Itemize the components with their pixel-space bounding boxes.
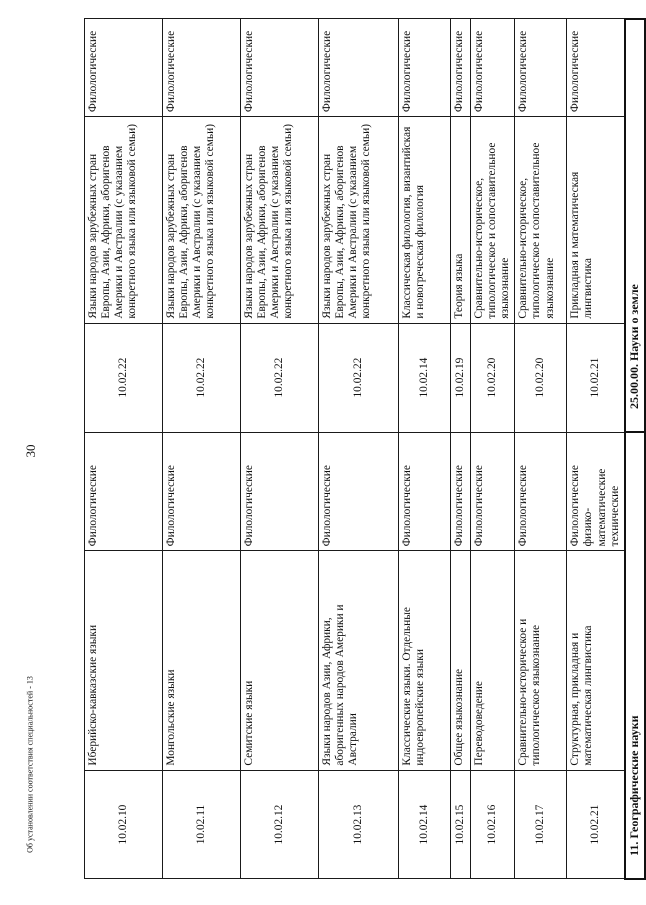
section-right-cell [625,19,645,432]
table-row [451,19,471,879]
table-row [241,19,319,879]
old-name-cell: Общее языкознание [451,551,471,770]
old-code-cell: 10.02.11 [163,770,241,879]
table-row [399,19,451,879]
new-field-cell: Филологические [85,19,163,117]
old-name-cell: Монгольские языки [163,551,241,770]
section-left-cell [625,432,645,879]
new-code-cell: 10.02.22 [241,323,319,432]
new-name-cell: Классическая филология, византийская и новогреческая филология [399,117,451,324]
old-field-cell: Филологические [471,432,515,551]
old-name-cell: Иберийско-кавказские языки [85,551,163,770]
page-number: 30 [23,444,38,458]
table-row [567,19,625,879]
old-code-cell: 10.02.21 [567,770,625,879]
new-code-cell: 10.02.19 [451,323,471,432]
new-code-cell: 10.02.22 [85,323,163,432]
old-name-cell: Структурная, прикладная и математическая лингвистика [567,551,625,770]
old-name-cell: Языки народов Азии, Африки, аборигенных народов Америки и Австралии [319,551,399,770]
old-name-cell: Переводоведение [471,551,515,770]
specialty-table [84,18,646,880]
old-code-cell: 10.02.13 [319,770,399,879]
old-code-cell: 10.02.16 [471,770,515,879]
new-code-cell: 10.02.14 [399,323,451,432]
section-right-title: 25.00.00. Науки о земле [626,284,641,410]
new-name-cell: Теория языка [451,117,471,324]
new-field-cell: Филологические [567,19,625,117]
new-field-cell: Филологические [163,19,241,117]
old-code-cell: 10.02.15 [451,770,471,879]
old-field-cell: Филологические [515,432,567,551]
new-field-cell: Филологические [241,19,319,117]
old-code-cell: 10.02.17 [515,770,567,879]
old-name-cell: Классические языки. Отдельные индоевропейские языки [399,551,451,770]
footer-note: Об установлении соответствия специальностей - 13 [25,676,35,853]
old-field-cell: Филологические [163,432,241,551]
new-name-cell: Языки народов зарубежных стран Европы, Азии, Африки, аборигенов Америки и Австралии (с указанием конкретного языка или языковой семьи) [319,117,399,324]
new-field-cell: Филологические [451,19,471,117]
table-row [85,19,163,879]
section-left-title: 11. Географические науки [626,715,641,856]
new-field-cell: Филологические [471,19,515,117]
section-header-row [625,19,645,879]
table-row [471,19,515,879]
new-code-cell: 10.02.20 [471,323,515,432]
old-field-cell: Филологические [85,432,163,551]
old-field-cell: Филологические [241,432,319,551]
new-name-cell: Сравнительно-историческое, типологическое и сопоставительное языкознание [515,117,567,324]
table-row [163,19,241,879]
old-field-cell: Филологические [451,432,471,551]
new-field-cell: Филологические [515,19,567,117]
rotated-table-frame [84,18,641,880]
new-field-cell: Филологические [399,19,451,117]
old-code-cell: 10.02.12 [241,770,319,879]
old-code-cell: 10.02.10 [85,770,163,879]
table-row [319,19,399,879]
new-code-cell: 10.02.22 [319,323,399,432]
old-field-cell: Филологические [399,432,451,551]
old-field-cell: Филологические физико-математические технические [567,432,625,551]
table-row [515,19,567,879]
new-name-cell: Прикладная и математическая лингвистика [567,117,625,324]
new-code-cell: 10.02.20 [515,323,567,432]
new-field-cell: Филологические [319,19,399,117]
old-name-cell: Сравнительно-историческое и типологическое языкознание [515,551,567,770]
old-field-cell: Филологические [319,432,399,551]
new-code-cell: 10.02.22 [163,323,241,432]
table-container [84,18,641,880]
new-name-cell: Языки народов зарубежных стран Европы, Азии, Африки, аборигенов Америки и Австралии (с указанием конкретного языка или языковой семьи) [163,117,241,324]
new-code-cell: 10.02.21 [567,323,625,432]
old-name-cell: Семитские языки [241,551,319,770]
old-code-cell: 10.02.14 [399,770,451,879]
new-name-cell: Языки народов зарубежных стран Европы, Азии, Африки, аборигенов Америки и Австралии (с указанием конкретного языка или языковой семьи) [241,117,319,324]
new-name-cell: Языки народов зарубежных стран Европы, Азии, Африки, аборигенов Америки и Австралии (с указанием конкретного языка или языковой семьи) [85,117,163,324]
new-name-cell: Сравнительно-историческое, типологическое и сопоставительное языкознание [471,117,515,324]
